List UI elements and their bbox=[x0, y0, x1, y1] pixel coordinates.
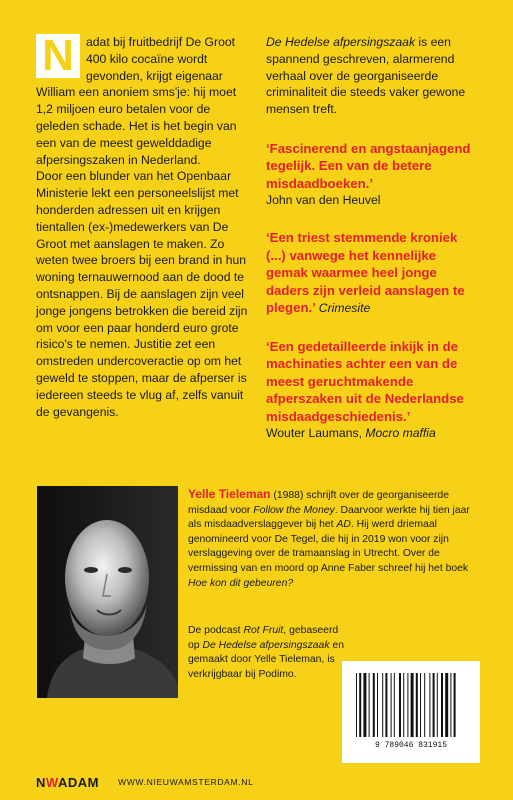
intro-book-title: De Hedelse afpersingszaak bbox=[266, 35, 416, 49]
publisher-logo bbox=[36, 775, 99, 790]
podcast-text-3: en gemaakt door Yelle Tieleman, is verkrijgbaar bij Podimo. bbox=[188, 639, 344, 680]
barcode-bar bbox=[373, 673, 375, 737]
quote-3-source-title: Mocro maffia bbox=[365, 426, 436, 441]
author-bio bbox=[188, 487, 480, 591]
barcode-bar bbox=[441, 673, 443, 737]
drop-cap: N bbox=[36, 34, 80, 78]
intro-text: is een spannend geschreven, alarmerend verhaal over de georganiseerde criminaliteit die steeds vaker gewone mensen treft. bbox=[266, 35, 466, 117]
publisher-website: WWW.NIEUWAMSTERDAM.NL bbox=[118, 777, 254, 787]
barcode-bar bbox=[445, 673, 448, 737]
barcode-bar bbox=[377, 673, 378, 737]
author-photo bbox=[37, 486, 178, 698]
barcode-bar bbox=[359, 673, 361, 737]
podcast-italic-1: Rot Fruit bbox=[243, 625, 284, 636]
blurb-paragraph-2: Door een blunder van het Openbaar Ministerie lekt een personeelslijst met honderden adressen uit en krijgen tientallen (ex-)medewerkers van De Groot met aanslagen te maken. Zo weten twee broers bij een brand in hun woning ternauwernood aan de dood te ontsnappen. Bij de aanslagen zijn veel jonge jongens betrokken die bereid zijn om voor een paar honderd euro grote risico's te nemen. Justitie zet een omstreden undercoveractie op om het geweld te stoppen, maar de afperser is iedereen steeds te vlug af, zelfs vanuit de gevangenis. bbox=[36, 169, 248, 419]
barcode-panel bbox=[342, 661, 480, 763]
quote-1: ‘Fascinerend en angstaanjagend tegelijk. Een van de betere misdaadboeken.’ bbox=[266, 140, 471, 191]
isbn-barcode bbox=[352, 671, 470, 749]
podcast-text bbox=[188, 624, 348, 682]
logo-accent: W bbox=[45, 775, 58, 790]
podcast-text-1: De podcast bbox=[188, 625, 244, 636]
bio-italic-2: AD bbox=[336, 519, 351, 531]
isbn-number: 9 789046 831915 bbox=[374, 741, 448, 749]
podcast-text-2: , gebaseerd op bbox=[188, 625, 339, 651]
quote-1-source: John van den Heuvel bbox=[266, 193, 381, 208]
quote-2-source: Crimesite bbox=[318, 301, 371, 316]
logo-part-1: N bbox=[36, 775, 46, 790]
barcode-bar bbox=[420, 673, 421, 737]
barcode-bar bbox=[437, 673, 438, 737]
barcode-bar bbox=[454, 673, 456, 737]
author-portrait-image bbox=[37, 486, 178, 698]
barcode-bar bbox=[399, 673, 401, 737]
podcast-note bbox=[188, 624, 348, 682]
intro-paragraph bbox=[266, 34, 476, 118]
barcode-bar bbox=[363, 673, 366, 737]
logo-part-2: ADAM bbox=[57, 775, 99, 790]
barcode-bar bbox=[433, 673, 435, 737]
quote-2-text: ‘Een triest stemmende kroniek (...) vanwege het kennelijke gemak waarmee heel jonge daders zijn verleid aanslagen te plegen.’ bbox=[266, 230, 465, 316]
barcode-bar bbox=[356, 673, 357, 737]
barcode-bar bbox=[385, 673, 387, 737]
quote-3: ‘Een gedetailleerde inkijk in de machinaties achter een van de meest geruchtmakende afperszaken uit de Nederlandse misdaadgeschiedenis.’ bbox=[266, 338, 464, 424]
podcast-italic-2: De Hedelse afpersingszaak bbox=[202, 639, 330, 651]
barcode-bar bbox=[407, 673, 408, 737]
barcode-bar bbox=[382, 673, 383, 737]
barcode-bar bbox=[369, 673, 370, 737]
blurb-paragraph-1: adat bij fruitbedrijf De Groot 400 kilo cocaïne wordt gevonden, krijgt eigenaar William een anoniem sms'je: hij moet 1,2 miljoen euro betalen voor de geleden schade. Het is het begin van een van de meest gewelddadige afpersingszaken in Nederland. bbox=[36, 35, 237, 167]
bio-text-2: . Daarvoor werkte hij tien jaar als misdaadverslaggever bij het bbox=[188, 504, 470, 531]
quote-2 bbox=[266, 229, 476, 318]
quote-3-source-name: Wouter Laumans, bbox=[266, 426, 366, 441]
barcode-bar bbox=[429, 673, 430, 737]
barcode-bar bbox=[391, 673, 392, 737]
barcode-bar bbox=[450, 673, 451, 737]
author-name: Yelle Tieleman bbox=[188, 487, 271, 501]
bio-italic-1: Follow the Money bbox=[253, 504, 335, 516]
barcode-bars bbox=[356, 673, 456, 737]
quote-3-source bbox=[266, 425, 476, 442]
bio-text-1: (1988) schrijft over de georganiseerde misdaad voor bbox=[188, 490, 449, 516]
spacer bbox=[266, 318, 476, 338]
bio-italic-3: Hoe kon dit gebeuren? bbox=[188, 577, 294, 589]
quotes-column bbox=[266, 34, 476, 462]
barcode-bar bbox=[394, 673, 395, 737]
barcode-bar bbox=[403, 673, 404, 737]
barcode-bar bbox=[416, 673, 418, 737]
author-bio-text bbox=[188, 487, 480, 591]
barcode-bar bbox=[424, 673, 425, 737]
barcode-bar bbox=[411, 673, 414, 737]
bio-text-3: . Hij werd driemaal genomineerd voor De Tegel, die hij in 2019 won voor zijn verslaggeving over de tramaanslag in Utrecht. Over de vermissing van en moord op Anne Faber schreef hij het boek bbox=[188, 519, 469, 574]
blurb-column bbox=[36, 31, 256, 420]
